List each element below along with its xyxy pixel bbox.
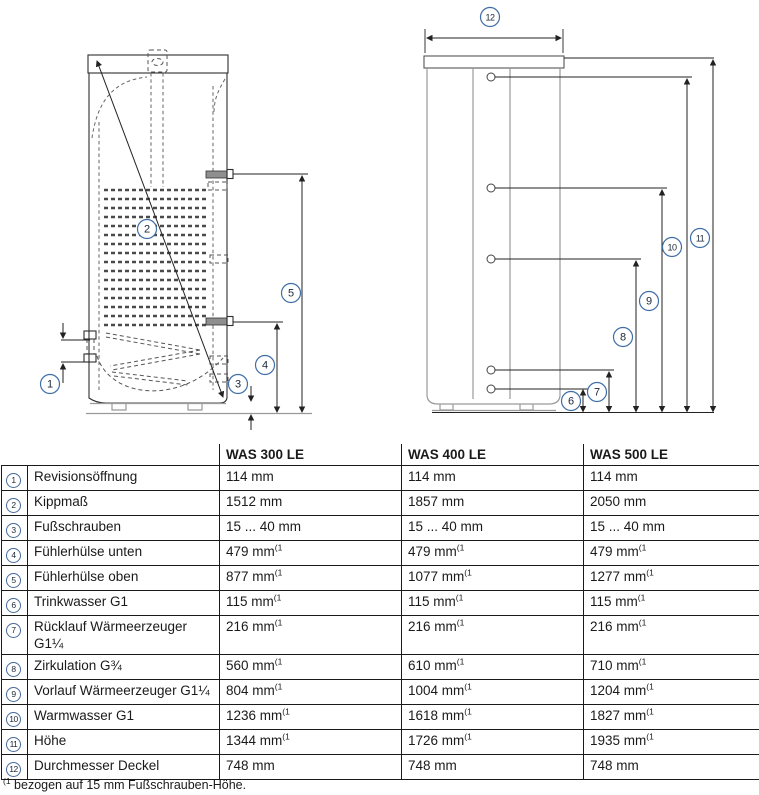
tank-cross-section-diagram bbox=[41, 50, 313, 430]
row-number-badge: 7 bbox=[6, 623, 21, 638]
callout-12-label: 12 bbox=[485, 12, 495, 23]
value-cell: 1935 mm$^{(1}$ bbox=[584, 730, 759, 755]
callout-8 bbox=[614, 328, 633, 347]
row-label: Warmwasser G1 bbox=[28, 705, 220, 730]
row-number-badge: 12 bbox=[6, 762, 21, 777]
value-cell: 1077 mm$^{(1}$ bbox=[402, 566, 584, 591]
table-header-row bbox=[2, 444, 759, 466]
table-row bbox=[2, 541, 759, 566]
callout-10 bbox=[663, 238, 682, 257]
port-zirkulation bbox=[487, 255, 495, 263]
row-number-badge: 11 bbox=[6, 737, 21, 752]
callout-3-label: 3 bbox=[234, 378, 242, 391]
value-cell: 114 mm bbox=[220, 466, 402, 491]
header-empty-num bbox=[2, 444, 28, 466]
row-number-badge: 1 bbox=[6, 473, 21, 488]
dimension-1 bbox=[61, 323, 90, 383]
row-label: Rücklauf Wärmeerzeuger G1¼ bbox=[28, 616, 220, 655]
row-label: Trinkwasser G1 bbox=[28, 591, 220, 616]
callout-6-label: 6 bbox=[567, 395, 575, 408]
tilt-dimension-line bbox=[97, 61, 223, 397]
value-cell: 15 ... 40 mm bbox=[402, 516, 584, 541]
row-number-badge: 2 bbox=[6, 498, 21, 513]
table-row bbox=[2, 566, 759, 591]
value-cell: 1726 mm$^{(1}$ bbox=[402, 730, 584, 755]
value-cell: 610 mm$^{(1}$ bbox=[402, 655, 584, 680]
value-cell: 114 mm bbox=[402, 466, 584, 491]
value-cell: 804 mm$^{(1}$ bbox=[220, 680, 402, 705]
table-row bbox=[2, 516, 759, 541]
row-label: Vorlauf Wärmeerzeuger G1¼ bbox=[28, 680, 220, 705]
callout-1 bbox=[41, 375, 60, 394]
value-cell: 479 mm$^{(1}$ bbox=[584, 541, 759, 566]
row-label: Zirkulation G¾ bbox=[28, 655, 220, 680]
table-row bbox=[2, 730, 759, 755]
column-header-was500: WAS 500 LE bbox=[584, 444, 759, 466]
callout-9-label: 9 bbox=[645, 295, 653, 308]
table-row bbox=[2, 466, 759, 491]
callout-3 bbox=[229, 375, 248, 394]
value-cell: 1277 mm$^{(1}$ bbox=[584, 566, 759, 591]
value-cell: 748 mm bbox=[402, 755, 584, 780]
callout-6 bbox=[562, 392, 581, 411]
row-number-badge: 4 bbox=[6, 548, 21, 563]
value-cell: 15 ... 40 mm bbox=[584, 516, 759, 541]
row-number-badge: 9 bbox=[6, 687, 21, 702]
value-cell: 748 mm bbox=[220, 755, 402, 780]
callout-2-label: 2 bbox=[143, 223, 151, 236]
port-vorlauf bbox=[487, 184, 495, 192]
callout-2 bbox=[138, 220, 157, 239]
callout-4 bbox=[256, 356, 275, 375]
callout-4-label: 4 bbox=[261, 359, 269, 372]
callout-12 bbox=[481, 8, 500, 27]
value-cell: 2050 mm bbox=[584, 491, 759, 516]
row-number-badge: 3 bbox=[6, 523, 21, 538]
row-number-badge: 6 bbox=[6, 598, 21, 613]
dimension-12 bbox=[425, 29, 563, 53]
table-row bbox=[2, 616, 759, 655]
table-row bbox=[2, 491, 759, 516]
value-cell: 1204 mm$^{(1}$ bbox=[584, 680, 759, 705]
value-cell: 748 mm bbox=[584, 755, 759, 780]
value-cell: 560 mm$^{(1}$ bbox=[220, 655, 402, 680]
tank-external-diagram bbox=[424, 8, 714, 413]
table-row bbox=[2, 680, 759, 705]
column-header-was300: WAS 300 LE bbox=[220, 444, 402, 466]
callout-10-label: 10 bbox=[667, 242, 677, 253]
value-cell: 1512 mm bbox=[220, 491, 402, 516]
value-cell: 115 mm$^{(1}$ bbox=[220, 591, 402, 616]
heating-coil bbox=[104, 190, 206, 325]
value-cell: 216 mm$^{(1}$ bbox=[402, 616, 584, 655]
table-row bbox=[2, 705, 759, 730]
row-label: Fühlerhülse unten bbox=[28, 541, 220, 566]
row-label: Revisionsöffnung bbox=[28, 466, 220, 491]
callout-7-label: 7 bbox=[593, 386, 601, 399]
header-empty-label bbox=[28, 444, 220, 466]
value-cell: 1827 mm$^{(1}$ bbox=[584, 705, 759, 730]
row-number-badge: 5 bbox=[6, 573, 21, 588]
value-cell: 1857 mm bbox=[402, 491, 584, 516]
sensor-sleeve-top bbox=[206, 170, 233, 179]
port-trinkwasser bbox=[487, 385, 495, 393]
callout-1-label: 1 bbox=[46, 378, 54, 391]
row-label: Fühlerhülse oben bbox=[28, 566, 220, 591]
value-cell: 115 mm$^{(1}$ bbox=[584, 591, 759, 616]
revision-opening-flange bbox=[84, 331, 96, 362]
row-label: Durchmesser Deckel bbox=[28, 755, 220, 780]
row-label: Fußschrauben bbox=[28, 516, 220, 541]
table-row bbox=[2, 655, 759, 680]
row-number-badge: 10 bbox=[6, 712, 21, 727]
value-cell: 877 mm$^{(1}$ bbox=[220, 566, 402, 591]
value-cell: 479 mm$^{(1}$ bbox=[220, 541, 402, 566]
footnote-text: bezogen auf 15 mm Fußschrauben-Höhe. bbox=[10, 778, 247, 792]
value-cell: 216 mm$^{(1}$ bbox=[584, 616, 759, 655]
value-cell: 1618 mm$^{(1}$ bbox=[402, 705, 584, 730]
row-label: Höhe bbox=[28, 730, 220, 755]
value-cell: 15 ... 40 mm bbox=[220, 516, 402, 541]
value-cell: 114 mm bbox=[584, 466, 759, 491]
table-row bbox=[2, 755, 759, 780]
footnote bbox=[3, 775, 247, 792]
value-cell: 115 mm$^{(1}$ bbox=[402, 591, 584, 616]
column-header-was400: WAS 400 LE bbox=[402, 444, 584, 466]
port-warmwasser bbox=[487, 73, 495, 81]
value-cell: 479 mm$^{(1}$ bbox=[402, 541, 584, 566]
port-ruecklauf bbox=[487, 366, 495, 374]
value-cell: 1236 mm$^{(1}$ bbox=[220, 705, 402, 730]
table-row bbox=[2, 591, 759, 616]
value-cell: 710 mm$^{(1}$ bbox=[584, 655, 759, 680]
callout-9 bbox=[640, 292, 659, 311]
callout-7 bbox=[588, 383, 607, 402]
callout-5-label: 5 bbox=[287, 287, 295, 300]
footnote-marker: (1 bbox=[3, 775, 11, 786]
value-cell: 1344 mm$^{(1}$ bbox=[220, 730, 402, 755]
callout-8-label: 8 bbox=[619, 331, 627, 344]
row-number-badge: 8 bbox=[6, 662, 21, 677]
spec-table bbox=[1, 444, 759, 780]
callout-11-label: 11 bbox=[695, 233, 705, 244]
value-cell: 216 mm$^{(1}$ bbox=[220, 616, 402, 655]
callout-11 bbox=[691, 229, 710, 248]
sensor-sleeve-bottom bbox=[206, 317, 233, 326]
row-label: Kippmaß bbox=[28, 491, 220, 516]
callout-5 bbox=[282, 284, 301, 303]
value-cell: 1004 mm$^{(1}$ bbox=[402, 680, 584, 705]
